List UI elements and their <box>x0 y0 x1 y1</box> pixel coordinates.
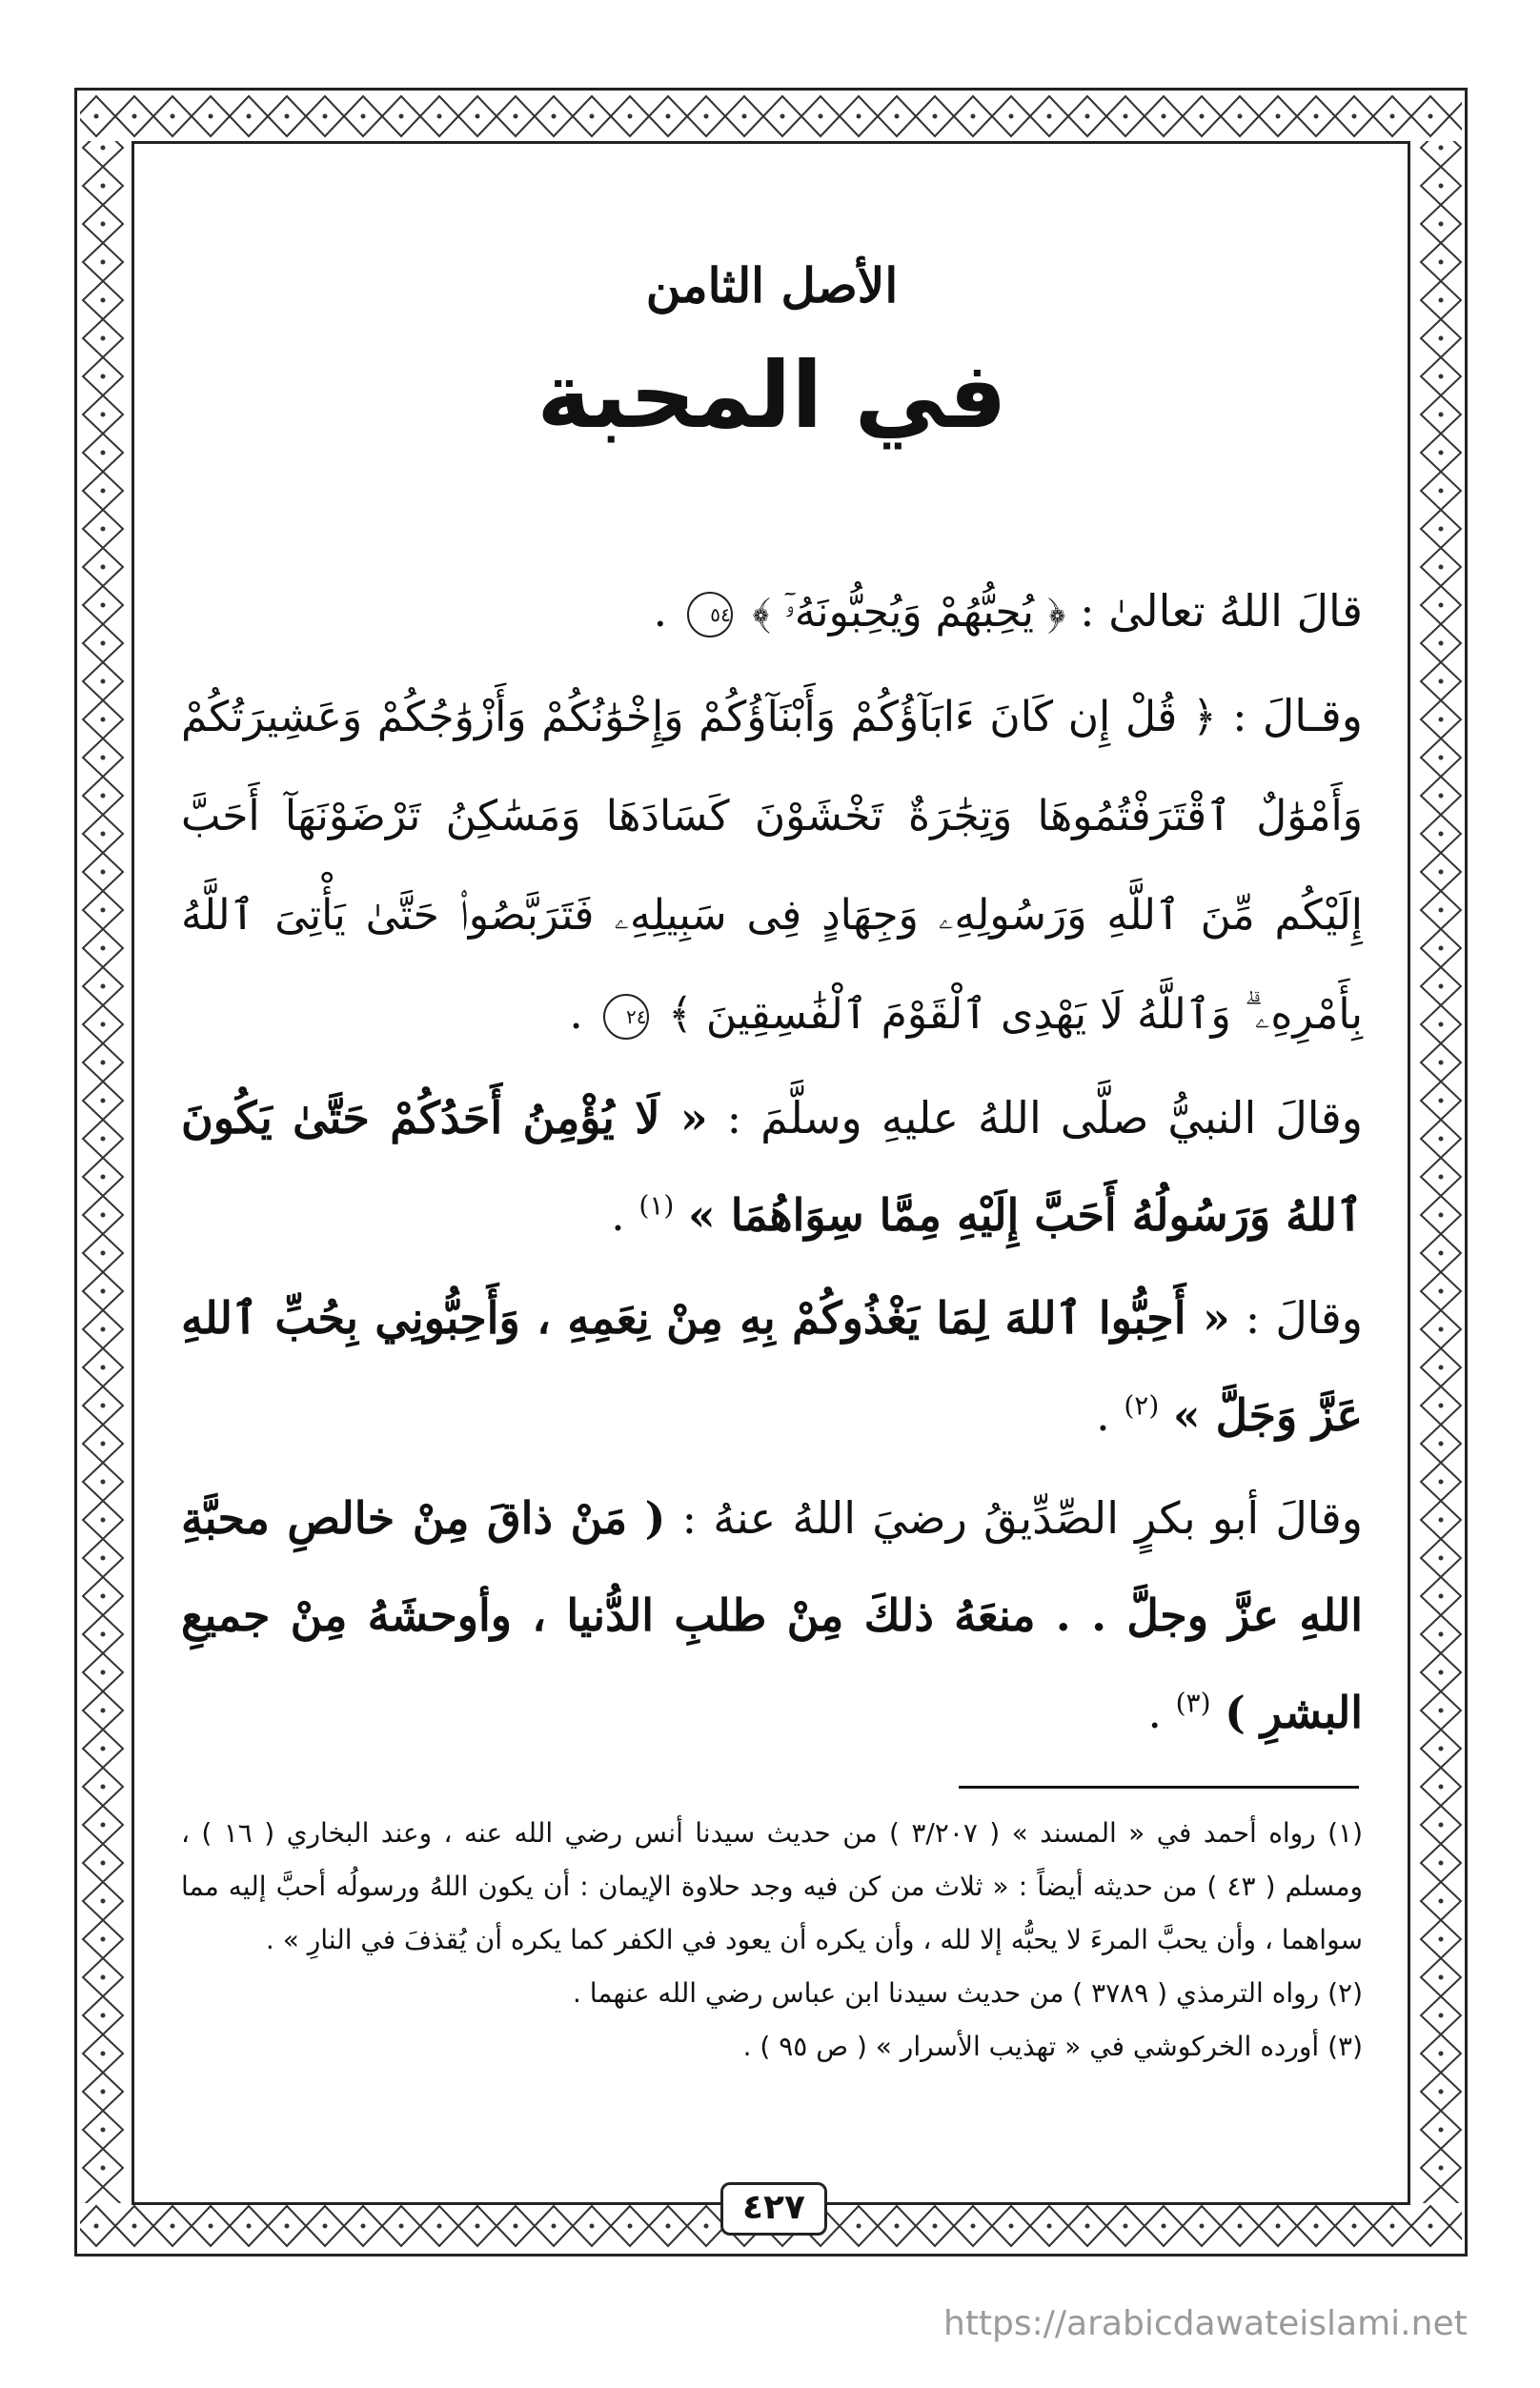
paragraph-3-tail: . <box>611 1189 625 1241</box>
footnote-1: (١) رواه أحمد في « المسند » ( ٣/٢٠٧ ) من حديث سيدنا أنس رضي الله عنه ، وعند البخاري ( ١٦ ) ، ومسلم ( ٤٣ ) من حديثه أيضاً : « ثلاث من كن فيه وجد حلاوة الإيمان : أن يكون اللهُ ورسولُه أحبَّ إليه مما سواهما ، وأن يحبَّ المرءَ لا يحبُّه إلا لله ، وأن يكره أن يعود في الكفر كما يكره أن يُقذفَ في النارِ » . <box>181 1817 1364 1955</box>
hadith-1: « لَا يُؤْمِنُ أَحَدُكُمْ حَتَّىٰ يَكُونَ ٱللهُ وَرَسُولُهُ أَحَبَّ إِلَيْهِ مِمَّا سِوَاهُمَا » <box>181 1092 1363 1241</box>
footnote-ref-1[interactable]: (١) <box>638 1189 675 1222</box>
footnote-ref-2[interactable]: (٢) <box>1124 1389 1160 1422</box>
paragraph-2-lead: وقـالَ : <box>1232 690 1363 741</box>
paragraph-4-tail: . <box>1096 1389 1110 1441</box>
paragraph-3 <box>181 1069 1363 1264</box>
footnote-3: (٣) أورده الخركوشي في « تهذيب الأسرار » ( ص ٩٥ ) . <box>742 2031 1363 2062</box>
paragraph-1-tail: . <box>653 585 668 637</box>
paragraph-5-tail: . <box>1147 1687 1162 1738</box>
saying-abu-bakr: ( مَنْ ذاقَ مِنْ خالصِ محبَّةِ اللهِ عزَّ وجلَّ . . منعَهُ ذلكَ مِنْ طلبِ الدُّنيا ، وأوحشَهُ مِنْ جميعِ البشرِ ) <box>181 1492 1363 1738</box>
quran-verse-2: ﴿ قُلْ إِن كَانَ ءَابَآؤُكُمْ وَأَبْنَآؤُكُمْ وَإِخْوَٰنُكُمْ وَأَزْوَٰجُكُمْ وَعَشِيرَتُكُمْ وَأَمْوَٰلٌ ٱقْتَرَفْتُمُوهَا وَتِجَٰرَةٌ تَخْشَوْنَ كَسَادَهَا وَمَسَٰكِنُ تَرْضَوْنَهَآ أَحَبَّ إِلَيْكُم مِّنَ ٱللَّهِ وَرَسُولِهِۦ وَجِهَادٍ فِى سَبِيلِهِۦ فَتَرَبَّصُوا۟ حَتَّىٰ يَأْتِىَ ٱللَّهُ بِأَمْرِهِۦ ۗ وَٱللَّهُ لَا يَهْدِى ٱلْقَوْمَ ٱلْفَٰسِقِينَ ﴾ <box>181 693 1363 1039</box>
paragraph-1-lead: قالَ اللهُ تعالىٰ : <box>1080 585 1363 637</box>
paragraph-5-lead: وقالَ أبو بكرٍ الصِّدِّيقُ رضيَ اللهُ عنهُ : <box>681 1492 1363 1544</box>
paragraph-2-tail: . <box>569 987 583 1039</box>
quran-verse-1: ﴿ يُحِبُّهُمْ وَيُحِبُّونَهُۥٓ ﴾ <box>752 588 1066 637</box>
paragraph-5 <box>181 1469 1363 1761</box>
footnote-separator <box>959 1786 1359 1789</box>
paragraph-4 <box>181 1269 1363 1464</box>
paragraph-4-lead: وقالَ : <box>1245 1292 1363 1344</box>
chapter-label: الأصل الثامن <box>645 257 899 314</box>
paragraph-1 <box>181 562 1363 661</box>
footnote-ref-3[interactable]: (٣) <box>1175 1687 1211 1719</box>
chapter-title: في المحبة <box>537 342 1007 449</box>
ayah-number-1: ٥٤ <box>687 592 733 637</box>
paragraph-3-lead: وقالَ النبيُّ صلَّى اللهُ عليهِ وسلَّمَ : <box>726 1092 1363 1143</box>
footnotes <box>181 1807 1363 2074</box>
hadith-2: « أَحِبُّوا ٱللهَ لِمَا يَغْذُوكُمْ بِهِ مِنْ نِعَمِهِ ، وَأَحِبُّونِي بِحُبِّ ٱللهِ عَزَّ وَجَلَّ » <box>181 1292 1363 1441</box>
paragraph-2 <box>181 667 1363 1063</box>
ayah-number-2: ٢٤ <box>603 994 649 1040</box>
footnote-2: (٢) رواه الترمذي ( ٣٧٨٩ ) من حديث سيدنا ابن عباس رضي الله عنهما . <box>572 1977 1363 2009</box>
watermark-url: https://arabicdawateislami.net <box>943 2304 1468 2343</box>
page-number: ٤٢٧ <box>720 2182 827 2236</box>
